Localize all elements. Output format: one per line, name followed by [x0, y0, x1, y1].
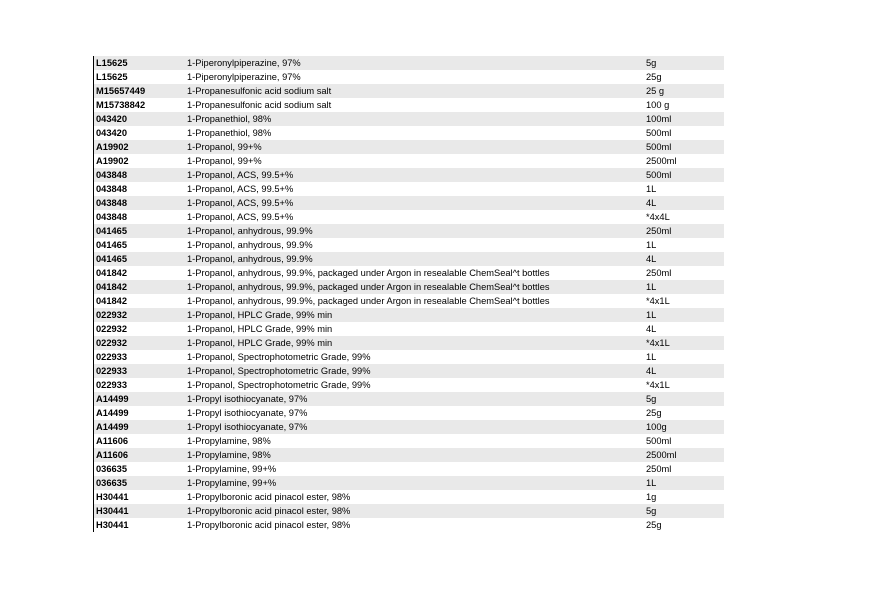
product-name-cell: 1-Propanol, Spectrophotometric Grade, 99%	[187, 366, 371, 376]
product-code-cell: L15625	[96, 58, 128, 68]
product-name-cell: 1-Propanol, Spectrophotometric Grade, 99%	[187, 380, 371, 390]
pack-size-cell: 250ml	[646, 226, 672, 236]
product-code-cell: H30441	[96, 506, 129, 516]
product-code-cell: 041842	[96, 296, 128, 306]
product-name-cell: 1-Propylamine, 99+%	[187, 464, 277, 474]
table-row	[93, 364, 724, 378]
table-row	[93, 476, 724, 490]
table-row	[93, 294, 724, 308]
product-code-cell: 041465	[96, 240, 128, 250]
product-name-cell: 1-Propanol, 99+%	[187, 156, 262, 166]
table-row	[93, 252, 724, 266]
product-name-cell: 1-Propylamine, 98%	[187, 436, 271, 446]
table-row	[93, 224, 724, 238]
product-code-cell: 043848	[96, 212, 128, 222]
table-row	[93, 490, 724, 504]
pack-size-cell: 250ml	[646, 268, 672, 278]
table-row	[93, 322, 724, 336]
product-name-cell: 1-Propanol, anhydrous, 99.9%, packaged under Argon in resealable ChemSeal^t bottles	[187, 268, 550, 278]
product-code-cell: 043848	[96, 170, 128, 180]
product-table	[93, 56, 724, 532]
table-row	[93, 210, 724, 224]
pack-size-cell: 1L	[646, 240, 657, 250]
pack-size-cell: 500ml	[646, 436, 672, 446]
product-code-cell: A14499	[96, 408, 129, 418]
product-name-cell: 1-Propanol, ACS, 99.5+%	[187, 184, 294, 194]
table-row	[93, 182, 724, 196]
pack-size-cell: 4L	[646, 198, 657, 208]
pack-size-cell: 2500ml	[646, 156, 677, 166]
pack-size-cell: *4x1L	[646, 338, 670, 348]
product-code-cell: 043848	[96, 198, 128, 208]
pack-size-cell: 500ml	[646, 170, 672, 180]
product-code-cell: 041465	[96, 254, 128, 264]
table-row	[93, 462, 724, 476]
product-code-cell: M15738842	[96, 100, 146, 110]
table-row	[93, 434, 724, 448]
pack-size-cell: 4L	[646, 254, 657, 264]
product-code-cell: 022933	[96, 352, 128, 362]
table-row	[93, 336, 724, 350]
pack-size-cell: 25g	[646, 408, 662, 418]
product-code-cell: M15657449	[96, 86, 146, 96]
product-name-cell: 1-Propanol, anhydrous, 99.9%	[187, 254, 313, 264]
pack-size-cell: 1L	[646, 282, 657, 292]
pack-size-cell: *4x4L	[646, 212, 670, 222]
pack-size-cell: 500ml	[646, 128, 672, 138]
product-code-cell: 043848	[96, 184, 128, 194]
product-name-cell: 1-Propanol, Spectrophotometric Grade, 99%	[187, 352, 371, 362]
product-name-cell: 1-Propylboronic acid pinacol ester, 98%	[187, 506, 351, 516]
product-code-cell: 041465	[96, 226, 128, 236]
pack-size-cell: *4x1L	[646, 296, 670, 306]
product-name-cell: 1-Propanesulfonic acid sodium salt	[187, 86, 332, 96]
pack-size-cell: 5g	[646, 506, 657, 516]
product-code-cell: A14499	[96, 394, 129, 404]
pack-size-cell: 1L	[646, 310, 657, 320]
product-code-cell: 022932	[96, 338, 128, 348]
pack-size-cell: 25 g	[646, 86, 665, 96]
pack-size-cell: 100 g	[646, 100, 670, 110]
table-row	[93, 84, 724, 98]
product-name-cell: 1-Propyl isothiocyanate, 97%	[187, 394, 308, 404]
pack-size-cell: 1L	[646, 352, 657, 362]
product-code-cell: 041842	[96, 268, 128, 278]
pack-size-cell: 5g	[646, 394, 657, 404]
pack-size-cell: 500ml	[646, 142, 672, 152]
table-row	[93, 56, 724, 70]
product-code-cell: 043420	[96, 128, 128, 138]
product-code-cell: L15625	[96, 72, 128, 82]
product-name-cell: 1-Piperonylpiperazine, 97%	[187, 58, 301, 68]
product-name-cell: 1-Propanol, HPLC Grade, 99% min	[187, 310, 333, 320]
table-row	[93, 98, 724, 112]
product-code-cell: 036635	[96, 464, 128, 474]
product-code-cell: A11606	[96, 450, 129, 460]
pack-size-cell: 5g	[646, 58, 657, 68]
pack-size-cell: 4L	[646, 324, 657, 334]
table-row	[93, 280, 724, 294]
product-code-cell: A11606	[96, 436, 129, 446]
product-name-cell: 1-Propanethiol, 98%	[187, 128, 272, 138]
pack-size-cell: 1L	[646, 184, 657, 194]
product-name-cell: 1-Propylamine, 99+%	[187, 478, 277, 488]
product-code-cell: 022932	[96, 310, 128, 320]
pack-size-cell: 100ml	[646, 114, 672, 124]
product-name-cell: 1-Propanol, ACS, 99.5+%	[187, 212, 294, 222]
product-code-cell: A19902	[96, 142, 129, 152]
product-name-cell: 1-Propanol, HPLC Grade, 99% min	[187, 338, 333, 348]
product-code-cell: 043420	[96, 114, 128, 124]
product-name-cell: 1-Propanethiol, 98%	[187, 114, 272, 124]
pack-size-cell: *4x1L	[646, 380, 670, 390]
product-name-cell: 1-Propyl isothiocyanate, 97%	[187, 422, 308, 432]
table-row	[93, 518, 724, 532]
product-name-cell: 1-Propanol, anhydrous, 99.9%	[187, 226, 313, 236]
table-row	[93, 504, 724, 518]
product-code-cell: H30441	[96, 492, 129, 502]
pack-size-cell: 1L	[646, 478, 657, 488]
product-name-cell: 1-Propyl isothiocyanate, 97%	[187, 408, 308, 418]
product-name-cell: 1-Piperonylpiperazine, 97%	[187, 72, 301, 82]
pack-size-cell: 4L	[646, 366, 657, 376]
table-row	[93, 126, 724, 140]
product-code-cell: 022933	[96, 366, 128, 376]
table-row	[93, 70, 724, 84]
table-row	[93, 140, 724, 154]
table-row	[93, 308, 724, 322]
product-name-cell: 1-Propanol, anhydrous, 99.9%	[187, 240, 313, 250]
table-row	[93, 266, 724, 280]
table-row	[93, 238, 724, 252]
product-name-cell: 1-Propylamine, 98%	[187, 450, 271, 460]
product-name-cell: 1-Propanol, HPLC Grade, 99% min	[187, 324, 333, 334]
table-row	[93, 392, 724, 406]
product-name-cell: 1-Propylboronic acid pinacol ester, 98%	[187, 492, 351, 502]
product-code-cell: 022932	[96, 324, 128, 334]
table-row	[93, 420, 724, 434]
pack-size-cell: 1g	[646, 492, 657, 502]
product-name-cell: 1-Propanol, anhydrous, 99.9%, packaged under Argon in resealable ChemSeal^t bottles	[187, 296, 550, 306]
table-row	[93, 406, 724, 420]
product-code-cell: 022933	[96, 380, 128, 390]
pack-size-cell: 25g	[646, 520, 662, 530]
pack-size-cell: 100g	[646, 422, 667, 432]
product-code-cell: A19902	[96, 156, 129, 166]
table-row	[93, 154, 724, 168]
product-name-cell: 1-Propanol, ACS, 99.5+%	[187, 170, 294, 180]
product-name-cell: 1-Propanol, 99+%	[187, 142, 262, 152]
table-row	[93, 112, 724, 126]
product-code-cell: A14499	[96, 422, 129, 432]
table-row	[93, 378, 724, 392]
product-code-cell: 041842	[96, 282, 128, 292]
pack-size-cell: 25g	[646, 72, 662, 82]
pack-size-cell: 2500ml	[646, 450, 677, 460]
product-name-cell: 1-Propanol, ACS, 99.5+%	[187, 198, 294, 208]
product-code-cell: H30441	[96, 520, 129, 530]
table-row	[93, 168, 724, 182]
product-name-cell: 1-Propanol, anhydrous, 99.9%, packaged under Argon in resealable ChemSeal^t bottles	[187, 282, 550, 292]
product-code-cell: 036635	[96, 478, 128, 488]
table-row	[93, 350, 724, 364]
table-row	[93, 448, 724, 462]
pack-size-cell: 250ml	[646, 464, 672, 474]
product-name-cell: 1-Propylboronic acid pinacol ester, 98%	[187, 520, 351, 530]
product-name-cell: 1-Propanesulfonic acid sodium salt	[187, 100, 332, 110]
table-row	[93, 196, 724, 210]
